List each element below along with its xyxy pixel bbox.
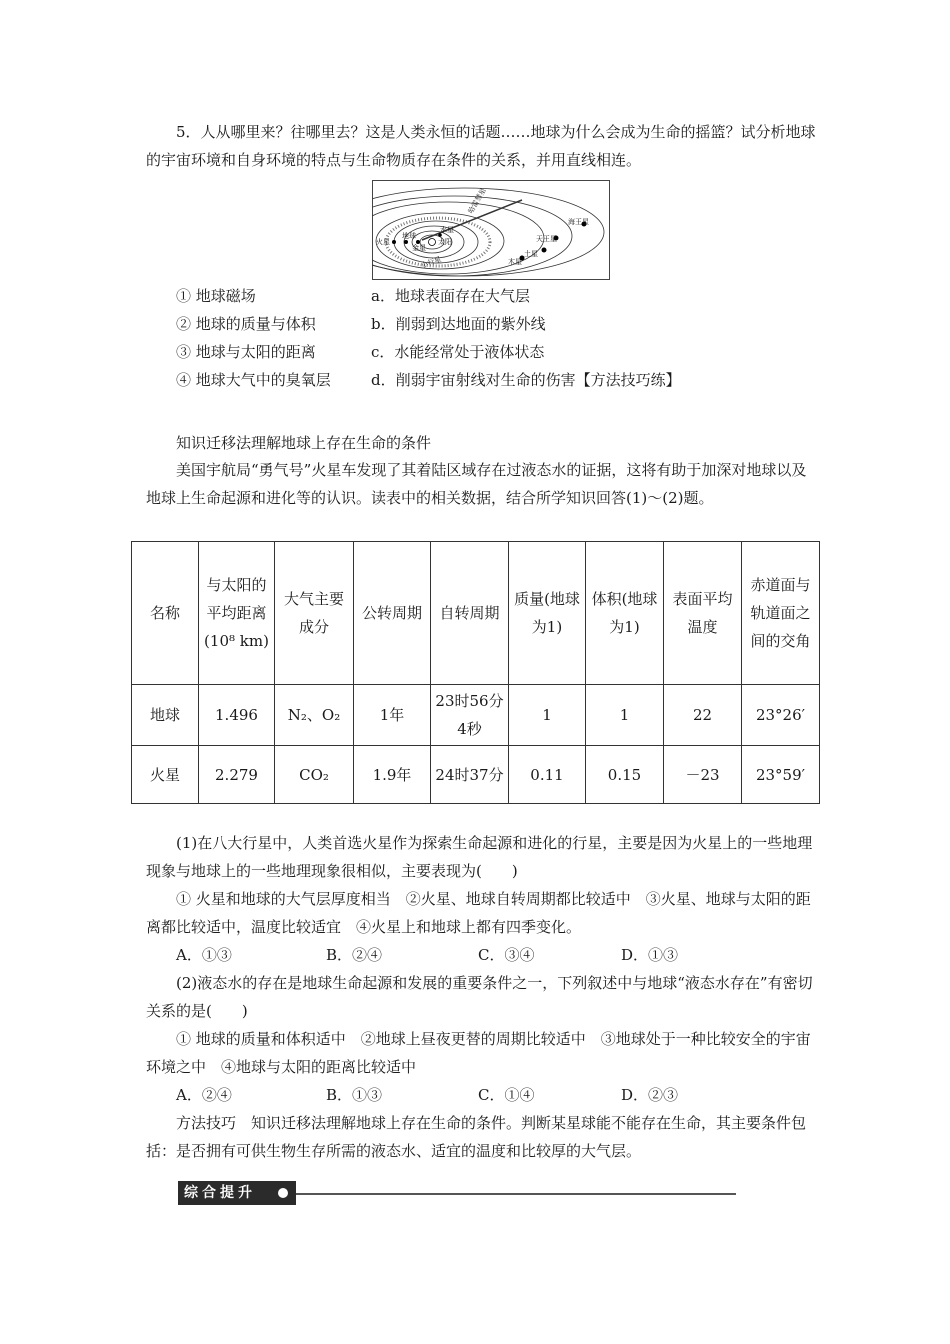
- option-b: B．②④: [326, 946, 383, 964]
- option-b: B．①③: [326, 1086, 383, 1104]
- left-item: ④ 地球大气中的臭氧层: [176, 371, 331, 389]
- header-cell: 赤道面与轨道面之间的交角: [742, 542, 820, 685]
- table-cell: 0.11: [509, 746, 586, 804]
- label-sun: 太阳: [438, 238, 452, 246]
- option-d: D．②③: [621, 1086, 679, 1104]
- bullet-icon: [278, 1188, 288, 1198]
- banner-divider: [296, 1193, 736, 1195]
- question-2-statements: ① 地球的质量和体积适中 ②地球上昼夜更替的周期比较适中 ③地球处于一种比较安全的宇宙环境之中 ④地球与太阳的距离比较适中: [146, 1030, 811, 1076]
- table-cell: 1年: [354, 685, 431, 746]
- option-c: C．①④: [478, 1086, 535, 1104]
- question-1-statements: ① 火星和地球的大气层厚度相当 ②火星、地球自转周期都比较适中 ③火星、地球与太阳的距离都比较适中，温度比较适宜 ④火星上和地球上都有四季变化。: [146, 890, 811, 936]
- option-a: A．①③: [176, 946, 232, 964]
- table-row: [132, 746, 820, 804]
- matching-items: [176, 282, 736, 394]
- right-item: a．地球表面存在大气层: [371, 287, 530, 305]
- table-cell: 23时56分4秒: [431, 685, 509, 746]
- question-1-stem: (1)在八大行星中，人类首选火星作为探索生命起源和进化的行星，主要是因为火星上的一些地理现象与地球上的一些地理现象很相似，主要表现为( ): [146, 834, 813, 880]
- header-cell: 体积(地球为1): [586, 542, 664, 685]
- table-header-row: [132, 542, 820, 685]
- section-title: 知识迁移法理解地球上存在生命的条件: [176, 434, 432, 452]
- left-item: ① 地球磁场: [176, 287, 256, 305]
- label-mercury: 水星: [440, 226, 454, 234]
- label-comet: 哈雷彗星: [466, 186, 488, 215]
- table-cell: 23°59′: [742, 746, 820, 804]
- header-cell: 公转周期: [354, 542, 431, 685]
- question-5-text: 5．人从哪里来？往哪里去？这是人类永恒的话题……地球为什么会成为生命的摇篮？试分析地球的宇宙环境和自身环境的特点与生命物质存在条件的关系，并用直线相连。: [146, 123, 816, 169]
- header-cell: 名称: [132, 542, 199, 685]
- table-cell: －23: [664, 746, 742, 804]
- table-cell: 2.279: [199, 746, 275, 804]
- table-cell: 地球: [132, 685, 199, 746]
- label-neptune: 海王星: [568, 218, 589, 226]
- table-cell: 23°26′: [742, 685, 820, 746]
- label-earth: 地球: [402, 232, 416, 240]
- label-saturn: 土星: [524, 250, 538, 258]
- table-row: [132, 685, 820, 746]
- table-cell: 22: [664, 685, 742, 746]
- label-uranus: 天王星: [536, 235, 557, 243]
- option-c: C．③④: [478, 946, 535, 964]
- header-cell: 与太阳的平均距离(10⁸ km): [199, 542, 275, 685]
- header-cell: 自转周期: [431, 542, 509, 685]
- table-cell: 1.9年: [354, 746, 431, 804]
- header-cell: 表面平均温度: [664, 542, 742, 685]
- solar-system-figure: [372, 180, 610, 280]
- table-cell: 1: [509, 685, 586, 746]
- header-cell: 质量(地球为1): [509, 542, 586, 685]
- label-asteroid: 小行星: [419, 255, 443, 270]
- option-a: A．②④: [176, 1086, 232, 1104]
- planet-data-table: [131, 541, 820, 804]
- header-cell: 大气主要成分: [275, 542, 354, 685]
- label-mars: 火星: [376, 238, 390, 246]
- table-cell: CO₂: [275, 746, 354, 804]
- right-item: b．削弱到达地面的紫外线: [371, 315, 546, 333]
- option-d: D．①③: [621, 946, 679, 964]
- right-item: c．水能经常处于液体状态: [371, 343, 545, 361]
- table-cell: 0.15: [586, 746, 664, 804]
- label-jupiter: 木星: [508, 258, 522, 266]
- right-item: d．削弱宇宙射线对生命的伤害【方法技巧练】: [371, 371, 681, 389]
- label-venus: 金星: [412, 244, 426, 252]
- table-cell: 火星: [132, 746, 199, 804]
- banner-title: 综合提升: [178, 1181, 296, 1205]
- left-item: ② 地球的质量与体积: [176, 315, 316, 333]
- question-2-stem: (2)液态水的存在是地球生命起源和发展的重要条件之一，下列叙述中与地球“液态水存在”有密切关系的是( ): [146, 974, 813, 1020]
- table-cell: 24时37分: [431, 746, 509, 804]
- table-cell: 1.496: [199, 685, 275, 746]
- left-item: ③ 地球与太阳的距离: [176, 343, 316, 361]
- table-cell: N₂、O₂: [275, 685, 354, 746]
- method-tip: 方法技巧 知识迁移法理解地球上存在生命的条件。判断某星球能不能存在生命，其主要条件包括：是否拥有可供生物生存所需的液态水、适宜的温度和比较厚的大气层。: [146, 1114, 807, 1160]
- table-cell: 1: [586, 685, 664, 746]
- intro-text: 美国宇航局“勇气号”火星车发现了其着陆区域存在过液态水的证据，这将有助于加深对地球以及地球上生命起源和进化等的认识。读表中的相关数据，结合所学知识回答(1)～(2)题。: [146, 461, 807, 507]
